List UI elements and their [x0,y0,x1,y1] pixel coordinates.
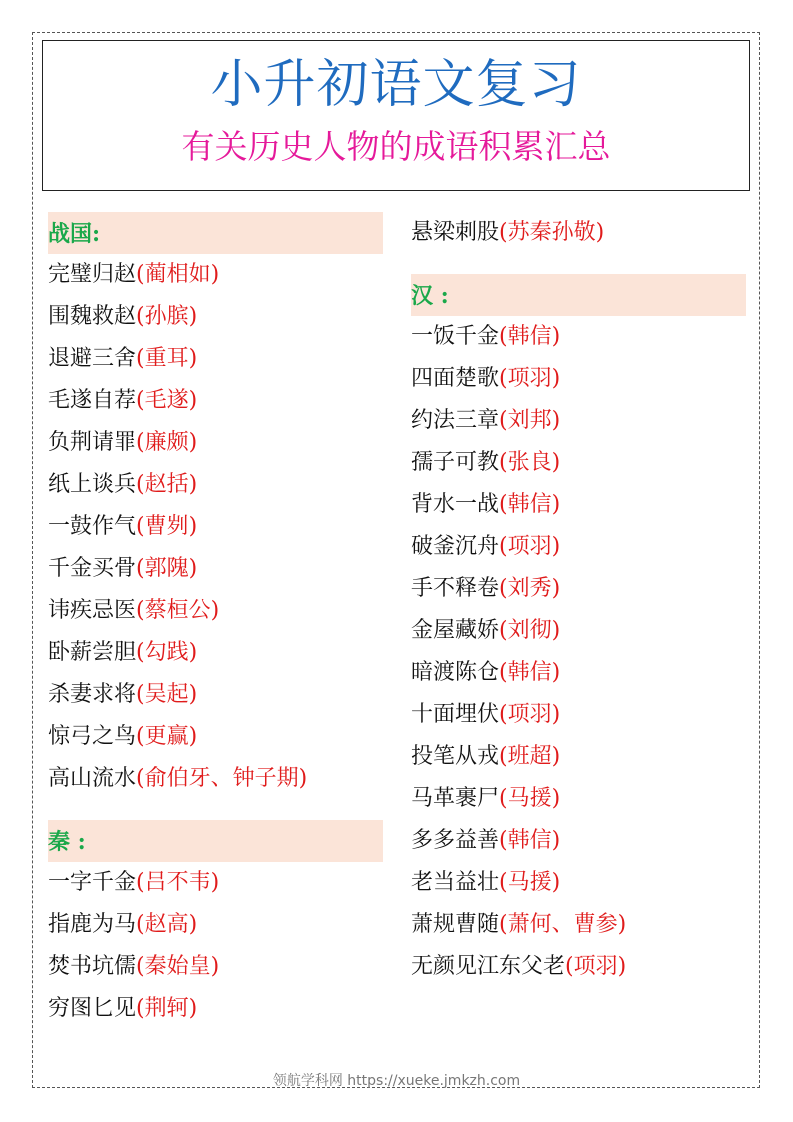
idiom-list-han [411,316,746,988]
idiom-text: 手不释卷 [411,576,500,601]
idiom-text: 孺子可教 [411,450,500,475]
list-item [48,380,383,422]
person-name: (勾践) [136,640,198,665]
idiom-list-qin [48,862,383,1030]
idiom-text: 萧规曹随 [411,912,500,937]
list-item [411,652,746,694]
list-item [48,338,383,380]
person-name: (苏秦孙敬) [499,220,605,245]
list-item [48,464,383,506]
person-name: (俞伯牙、钟子期) [136,766,308,791]
list-item [411,212,746,254]
list-item [411,778,746,820]
person-name: (张良) [499,450,561,475]
idiom-text: 围魏救赵 [48,304,137,329]
person-name: (更赢) [136,724,198,749]
idiom-text: 一饭千金 [411,324,500,349]
list-item [411,736,746,778]
idiom-text: 无颜见江东父老 [411,954,566,979]
person-name: (廉颇) [136,430,198,455]
list-item [48,988,383,1030]
idiom-text: 惊弓之鸟 [48,724,137,749]
idiom-list-zhanguo [48,254,383,800]
idiom-text: 退避三舍 [48,346,137,371]
list-item [411,526,746,568]
person-name: (韩信) [499,828,561,853]
idiom-text: 约法三章 [411,408,500,433]
person-name: (班超) [499,744,561,769]
list-item [411,610,746,652]
list-item [411,568,746,610]
idiom-text: 焚书坑儒 [48,954,137,979]
person-name: (郭隗) [136,556,198,581]
idiom-text: 毛遂自荐 [48,388,137,413]
idiom-text: 穷图匕见 [48,996,137,1021]
person-name: (刘邦) [499,408,561,433]
idiom-text: 一鼓作气 [48,514,137,539]
person-name: (赵高) [136,912,198,937]
footer-watermark: 领航学科网 https://xueke.jmkzh.com [272,1073,521,1089]
person-name: (赵括) [136,472,198,497]
person-name: (马援) [499,870,561,895]
idiom-text: 悬梁刺股 [411,220,500,245]
idiom-text: 四面楚歌 [411,366,500,391]
person-name: (项羽) [499,534,561,559]
list-item [411,442,746,484]
list-item [48,674,383,716]
person-name: (吴起) [136,682,198,707]
idiom-text: 背水一战 [411,492,500,517]
left-column [48,212,383,1030]
list-item [411,358,746,400]
person-name: (项羽) [499,702,561,727]
idiom-text: 完璧归赵 [48,262,137,287]
section-header-han: 汉 : [411,274,746,316]
list-item [48,548,383,590]
list-item [48,254,383,296]
person-name: (萧何、曹参) [499,912,627,937]
idiom-text: 多多益善 [411,828,500,853]
person-name: (吕不韦) [136,870,220,895]
list-item [48,716,383,758]
idiom-text: 一字千金 [48,870,137,895]
idiom-text: 投笔从戎 [411,744,500,769]
list-item [411,820,746,862]
list-item [48,590,383,632]
idiom-text: 暗渡陈仓 [411,660,500,685]
page-subtitle: 有关历史人物的成语积累汇总 [181,127,611,166]
idiom-text: 金屋藏娇 [411,618,500,643]
idiom-text: 十面埋伏 [411,702,500,727]
idiom-text: 指鹿为马 [48,912,137,937]
list-item [48,422,383,464]
idiom-text: 马革裹尸 [411,786,500,811]
idiom-text: 杀妻求将 [48,682,137,707]
person-name: (马援) [499,786,561,811]
list-item [48,758,383,800]
list-item [48,946,383,988]
list-item [411,946,746,988]
idiom-text: 千金买骨 [48,556,137,581]
idiom-text: 破釜沉舟 [411,534,500,559]
list-item [411,904,746,946]
idiom-text: 负荆请罪 [48,430,137,455]
title-box [42,40,750,191]
person-name: (孙膑) [136,304,198,329]
right-column [411,212,746,988]
list-item [48,862,383,904]
person-name: (重耳) [136,346,198,371]
idiom-text: 纸上谈兵 [48,472,137,497]
section-header-qin: 秦 : [48,820,383,862]
idiom-text: 讳疾忌医 [48,598,137,623]
person-name: (蔡桓公) [136,598,220,623]
person-name: (刘秀) [499,576,561,601]
person-name: (韩信) [499,324,561,349]
list-item [411,862,746,904]
page-title: 小升初语文复习 [210,55,582,115]
person-name: (蔺相如) [136,262,220,287]
list-item [48,296,383,338]
person-name: (韩信) [499,660,561,685]
list-item [411,316,746,358]
list-item [411,694,746,736]
list-item [48,632,383,674]
person-name: (韩信) [499,492,561,517]
person-name: (项羽) [565,954,627,979]
list-item [48,904,383,946]
idiom-text: 老当益壮 [411,870,500,895]
idiom-text: 高山流水 [48,766,137,791]
person-name: (荆轲) [136,996,198,1021]
person-name: (项羽) [499,366,561,391]
person-name: (秦始皇) [136,954,220,979]
list-item [411,400,746,442]
person-name: (毛遂) [136,388,198,413]
person-name: (刘彻) [499,618,561,643]
list-item [411,484,746,526]
idiom-text: 卧薪尝胆 [48,640,137,665]
list-item [48,506,383,548]
section-header-zhanguo: 战国: [48,212,383,254]
person-name: (曹刿) [136,514,198,539]
